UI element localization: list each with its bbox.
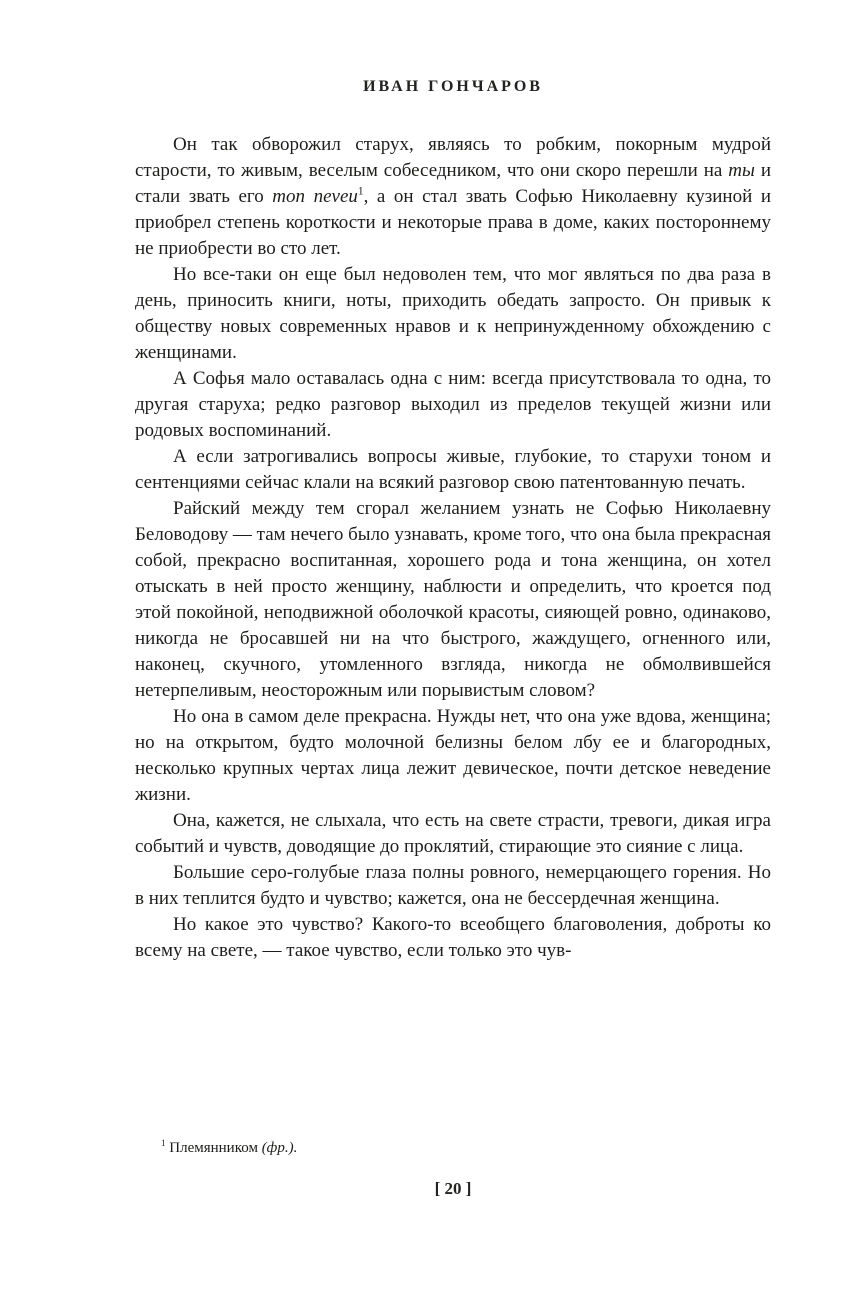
text-segment: Племянником xyxy=(165,1140,262,1156)
text-block xyxy=(135,132,771,964)
paragraph xyxy=(135,704,771,808)
text-segment: Но все-таки он еще был недоволен тем, что мог являться по два раза в день, приносить книги, ноты, приходить обедать запросто. Он привык к обществу новых современных нравов и к непринужденному обхождению с женщинами. xyxy=(135,264,771,363)
text-segment: mon neveu xyxy=(272,186,358,207)
text-segment: Он так обворожил старух, являясь то робким, покорным мудрой старости, то живым, веселым собеседником, что они скоро перешли на xyxy=(135,134,771,181)
paragraph xyxy=(135,366,771,444)
paragraph xyxy=(135,860,771,912)
text-segment: Но она в самом деле прекрасна. Нужды нет, что она уже вдова, женщина; но на открытом, будто молочной белизны белом лбу ее и благородных, несколько крупных чертах лица лежит девическое, почти детское неведение жизни. xyxy=(135,706,771,805)
page-number: [ 20 ] xyxy=(434,1179,472,1198)
running-header: ИВАН ГОНЧАРОВ xyxy=(363,78,543,95)
text-segment: Но какое это чувство? Какого-то всеобщего благоволения, доброты ко всему на свете, — такое чувство, если только это чув- xyxy=(135,914,771,961)
text-segment: Райский между тем сгорал желанием узнать не Софью Николаевну Беловодову — там нечего было узнавать, кроме того, что она была прекрасная собой, прекрасно воспитанная, хорошего рода и тона женщина, он хотел отыскать в ней просто женщину, наблюсти и определить, что кроется под этой покойной, неподвижной оболочкой красоты, сияющей ровно, одинаково, никогда не бросавшей ни на что быстрого, жаждущего, огненного или, наконец, скучного, утомленного взгляда, никогда не обмолвившейся нетерпеливым, неосторожным или порывистым словом? xyxy=(135,498,771,701)
footnote-reference: 1 xyxy=(161,1138,166,1148)
text-segment: ты xyxy=(728,160,755,181)
text-segment: Она, кажется, не слыхала, что есть на свете страсти, тревоги, дикая игра событий и чувств, доводящие до проклятий, стирающие это сияние с лица. xyxy=(135,810,771,857)
footnote-reference: 1 xyxy=(357,185,364,198)
text-segment: и стали звать его xyxy=(135,160,772,207)
paragraph xyxy=(135,132,771,262)
paragraph xyxy=(135,444,771,496)
paragraph xyxy=(135,912,771,964)
text-segment: (фр.). xyxy=(261,1140,298,1156)
paragraph xyxy=(135,496,771,704)
paragraph xyxy=(135,808,771,860)
paragraph xyxy=(135,262,771,366)
text-segment: Большие серо-голубые глаза полны ровного, немерцающего горения. Но в них теплится будто и чувство; кажется, она не бессердечная женщина. xyxy=(135,862,771,909)
text-segment: А если затрогивались вопросы живые, глубокие, то старухи тоном и сентенциями сейчас клали на всякий разговор свою патентованную печать. xyxy=(135,446,771,493)
footnote xyxy=(135,1138,771,1158)
text-segment: , а он стал звать Софью Николаевну кузиной и приобрел степень короткости и некоторые права в доме, каких постороннему не приобрести во сто лет. xyxy=(135,186,771,259)
text-segment: А Софья мало оставалась одна с ним: всегда присутствовала то одна, то другая старуха; редко разговор выходил из пределов текущей жизни или родовых воспоминаний. xyxy=(135,368,771,441)
